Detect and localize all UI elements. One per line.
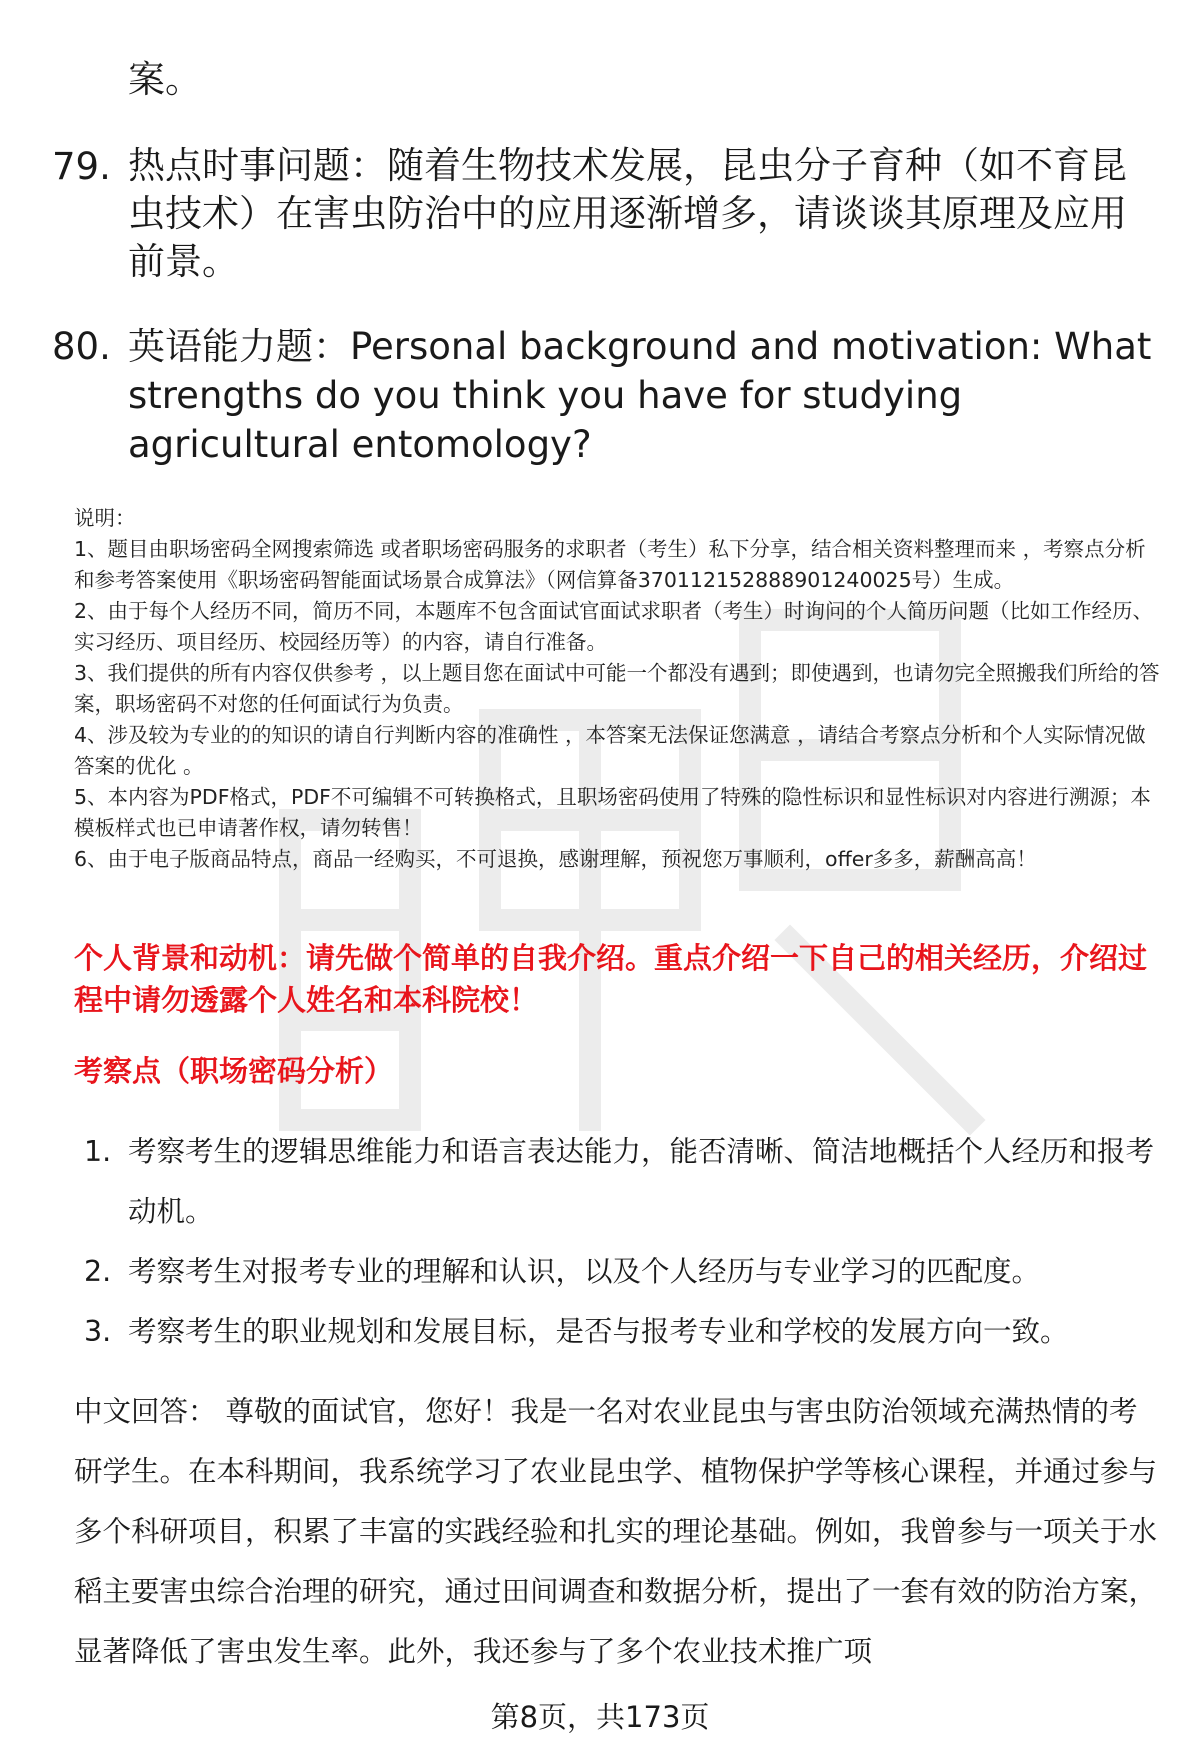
point-number: 2. <box>84 1255 112 1288</box>
question-number: 80. <box>52 325 111 368</box>
analysis-point <box>84 1122 1164 1242</box>
chinese-answer: 中文回答： 尊敬的面试官，您好！我是一名对农业昆虫与害虫防治领域充满热情的考研学生。在本科期间，我系统学习了农业昆虫学、植物保护学等核心课程，并通过参与多个科研项目，积累了丰富的实践经验和扎实的理论基础。例如，我曾参与一项关于水稻主要害虫综合治理的研究，通过田间调查和数据分析，提出了一套有效的防治方案，显著降低了害虫发生率。此外，我还参与了多个农业技术推广项 <box>74 1395 1158 1668</box>
point-text: 考察考生的职业规划和发展目标，是否与报考专业和学校的发展方向一致。 <box>128 1315 1069 1348</box>
question-80 <box>52 322 1162 469</box>
notes-block <box>74 503 1164 875</box>
note-item: 1、题目由职场密码全网搜索筛选 或者职场密码服务的求职者（考生）私下分享，结合相关资料整理而来 ，考察点分析和参考答案使用《职场密码智能面试场景合成算法》（网信算备370112152888901240025号）生成。 <box>74 537 1146 592</box>
analysis-points <box>84 1122 1164 1362</box>
question-number: 79. <box>52 145 111 188</box>
note-item: 2、由于每个人经历不同，简历不同，本题库不包含面试官面试求职者（考生）时询问的个人简历问题（比如工作经历、实习经历、项目经历、校园经历等）的内容，请自行准备。 <box>74 599 1154 654</box>
point-text: 考察考生的逻辑思维能力和语言表达能力，能否清晰、简洁地概括个人经历和报考动机。 <box>128 1135 1155 1228</box>
notes-title: 说明： <box>74 506 136 530</box>
note-item: 3、我们提供的所有内容仅供参考 ，以上题目您在面试中可能一个都没有遇到；即使遇到，也请勿完全照搬我们所给的答案，职场密码不对您的任何面试行为负责。 <box>74 661 1160 716</box>
question-79 <box>52 142 1162 286</box>
question-text: 热点时事问题：随着生物技术发展，昆虫分子育种（如不育昆虫技术）在害虫防治中的应用逐渐增多，请谈谈其原理及应用前景。 <box>128 144 1127 283</box>
analysis-point <box>84 1302 1164 1362</box>
note-item: 5、本内容为PDF格式，PDF不可编辑不可转换格式，且职场密码使用了特殊的隐性标识和显性标识对内容进行溯源；本模板样式也已申请著作权，请勿转售！ <box>74 785 1151 840</box>
point-text: 考察考生对报考专业的理解和认识，以及个人经历与专业学习的匹配度。 <box>128 1255 1041 1288</box>
analysis-point <box>84 1242 1164 1302</box>
point-number: 3. <box>84 1315 112 1348</box>
note-item: 6、由于电子版商品特点，商品一经购买，不可退换，感谢理解，预祝您万事顺利，offer多多，薪酬高高！ <box>74 847 1037 871</box>
question-78-tail: 案。 <box>128 58 202 101</box>
point-number: 1. <box>84 1135 112 1168</box>
analysis-heading: 考察点（职场密码分析） <box>74 1054 394 1088</box>
question-text: 英语能力题：Personal background and motivation: What strengths do you think you have for studying agricultural entomology? <box>128 325 1152 466</box>
page-footer: 第8页，共173页 <box>490 1700 710 1734</box>
note-item: 4、涉及较为专业的的知识的请自行判断内容的准确性 ，本答案无法保证您满意 ，请结合考察点分析和个人实际情况做答案的优化 。 <box>74 723 1146 778</box>
current-question-heading: 个人背景和动机：请先做个简单的自我介绍。重点介绍一下自己的相关经历，介绍过程中请勿透露个人姓名和本科院校！ <box>74 941 1148 1017</box>
